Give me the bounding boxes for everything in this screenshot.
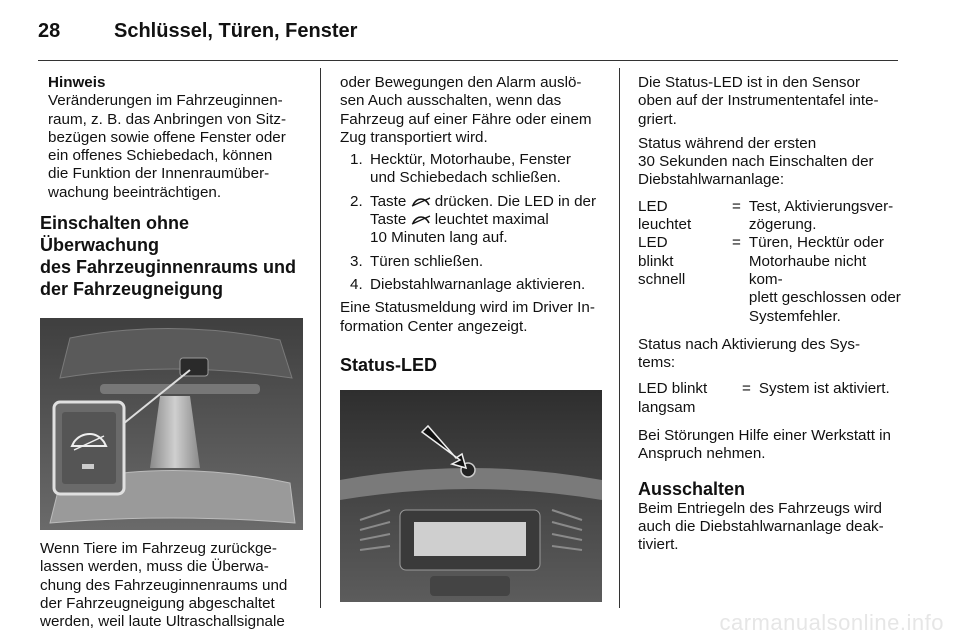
table-row [638, 234, 902, 325]
para-line: Wenn Tiere im Fahrzeug zurückge- [40, 540, 277, 558]
para-line: oben auf der Instrumententafel inte- [638, 92, 879, 110]
mirror-button-illustration [40, 318, 303, 530]
heading-line: der Fahrzeugneigung [40, 279, 224, 300]
para-line: Bei Störungen Hilfe einer Werkstatt in [638, 427, 891, 445]
figure-status-led-sensor [340, 390, 602, 602]
car-alarm-icon [411, 196, 431, 208]
cell-line: leuchtet [638, 216, 692, 234]
status-table-activated [638, 380, 890, 417]
paragraph-status-after-activation [638, 336, 902, 373]
list-item [340, 276, 604, 294]
note-line: Veränderungen im Fahrzeuginnen- [48, 92, 283, 110]
cell-line: LED [638, 197, 668, 215]
para-line: werden, weil laute Ultraschallsignale [40, 613, 285, 631]
step-line [364, 193, 604, 211]
para-line: lassen werden, muss die Überwa- [40, 558, 269, 576]
note-line: raum, z. B. das Anbringen von Sitz- [48, 110, 287, 128]
paragraph-status-message [340, 299, 604, 336]
paragraph-deactivation [638, 500, 902, 555]
step-line: und Schiebedach schließen. [370, 169, 561, 187]
dashboard-sensor-illustration [340, 390, 602, 602]
step-text: Taste [370, 211, 407, 229]
para-line: Diebstahlwarnanlage: [638, 171, 785, 189]
column-divider-2 [619, 68, 620, 608]
note-line: ein offenes Schiebedach, können [48, 147, 273, 165]
table-key [638, 234, 724, 325]
cell-line: langsam [638, 398, 696, 416]
column-divider-1 [320, 68, 321, 608]
page-number: 28 [38, 20, 61, 42]
step-number: 3. [350, 252, 363, 270]
para-line: formation Center angezeigt. [340, 317, 528, 335]
para-line: Status während der ersten [638, 134, 817, 152]
cell-line: zögerung. [748, 216, 817, 234]
para-line: griert. [638, 110, 677, 128]
para-line: 30 Sekunden nach Einschalten der [638, 153, 874, 171]
watermark: carmanualsonline.info [719, 610, 944, 635]
paragraph-continued [340, 74, 604, 147]
heading-line: Einschalten ohne Überwachung [40, 213, 190, 256]
para-line: Die Status-LED ist in den Sensor [638, 74, 861, 91]
heading-line: des Fahrzeuginnenraums und [40, 257, 297, 278]
section-heading-status-led: Status-LED [340, 354, 438, 375]
header-rule [38, 60, 898, 61]
cell-line: plett geschlossen oder [748, 289, 901, 307]
table-key [638, 198, 724, 235]
step-line: 10 Minuten lang auf. [370, 229, 508, 247]
note-heading: Hinweis [48, 74, 106, 91]
table-value [759, 380, 890, 417]
table-equals: = [732, 197, 741, 215]
step-line: Diebstahlwarnanlage aktivieren. [370, 275, 586, 293]
para-line: chung des Fahrzeuginnenraums und [40, 576, 288, 594]
car-alarm-icon [411, 214, 431, 226]
para-line: sen Auch ausschalten, wenn das [340, 92, 562, 110]
cell-line: System ist aktiviert. [758, 380, 890, 398]
list-item [340, 253, 604, 271]
step-line: Türen schließen. [370, 252, 484, 270]
section-heading-ausschalten: Ausschalten [638, 478, 746, 499]
para-line: tems: [638, 354, 676, 372]
list-item [340, 151, 604, 188]
cell-line: schnell [638, 270, 686, 288]
table-value [749, 198, 902, 235]
paragraph-led-location [638, 74, 902, 129]
paragraph-animals [40, 540, 308, 631]
chapter-title: Schlüssel, Türen, Fenster [114, 20, 358, 42]
column-2 [340, 74, 604, 602]
cell-line: Systemfehler. [748, 307, 841, 325]
table-key [638, 380, 734, 417]
list-item [340, 193, 604, 248]
para-line: Zug transportiert wird. [340, 128, 488, 146]
step-text: drücken. Die LED in der [434, 192, 597, 210]
table-equals: = [732, 234, 741, 252]
step-line: Hecktür, Motorhaube, Fenster [370, 151, 571, 169]
para-line: Beim Entriegeln des Fahrzeugs wird [638, 499, 882, 517]
note-line: die Funktion der Innenraumüber- [48, 165, 270, 183]
para-line: auch die Diebstahlwarnanlage deak- [638, 517, 884, 535]
table-equals: = [742, 380, 751, 398]
step-text: Taste [370, 192, 407, 210]
step-number: 1. [350, 151, 363, 169]
column-1 [40, 74, 308, 632]
cell-line: LED [638, 234, 668, 252]
para-line: der Fahrzeugneigung abgeschaltet [40, 594, 275, 612]
para-line: Eine Statusmeldung wird im Driver In- [340, 299, 595, 317]
section-heading-einschalten [40, 212, 308, 300]
cell-line: Türen, Hecktür oder [748, 234, 884, 252]
figure-interior-mirror-button [40, 318, 303, 530]
cell-line: LED blinkt [638, 380, 708, 398]
para-line: oder Bewegungen den Alarm auslö- [340, 74, 582, 91]
paragraph-faults [638, 427, 902, 464]
cell-line: Motorhaube nicht kom- [748, 252, 867, 288]
table-row [638, 198, 902, 235]
cell-line: Test, Aktivierungsver- [748, 197, 894, 215]
column-3 [638, 74, 902, 555]
note-box [40, 74, 308, 202]
note-line: wachung beeinträchtigen. [48, 183, 222, 201]
step-number: 2. [350, 192, 363, 210]
para-line: tiviert. [638, 536, 679, 554]
step-number: 4. [350, 275, 363, 293]
paragraph-status-first-30s [638, 135, 902, 190]
step-text: leuchtet maximal [434, 211, 549, 229]
note-line: bezügen sowie offene Fenster oder [48, 128, 286, 146]
para-line: Anspruch nehmen. [638, 445, 766, 463]
step-line [364, 211, 604, 229]
para-line: Fahrzeug auf einer Fähre oder einem [340, 110, 592, 128]
steps-list [340, 151, 604, 294]
para-line: Status nach Aktivierung des Sys- [638, 335, 861, 353]
cell-line: blinkt [638, 252, 674, 270]
status-table-initial [638, 198, 902, 326]
table-value [749, 234, 902, 325]
table-row [638, 380, 890, 417]
